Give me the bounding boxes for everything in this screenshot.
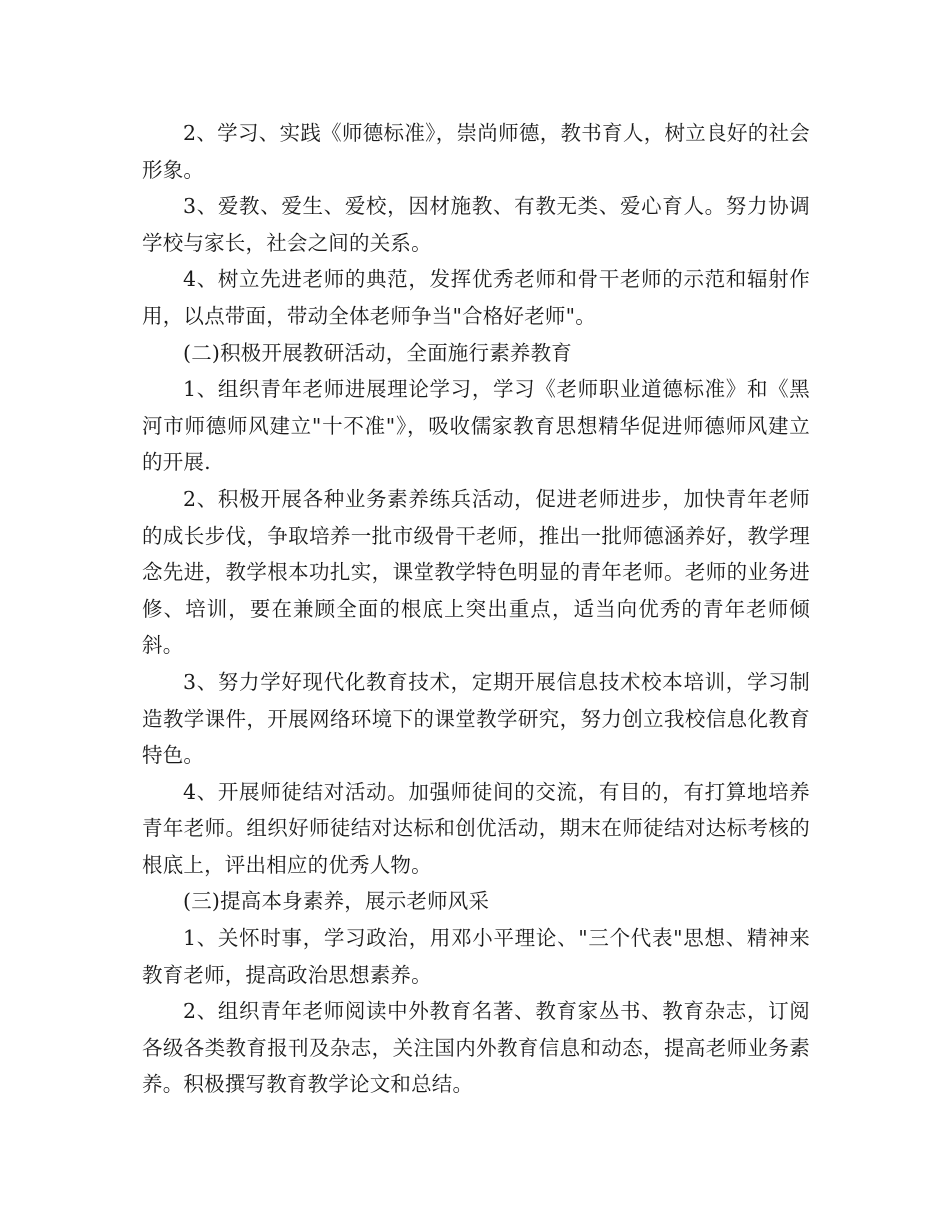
paragraph-7: 4、开展师徒结对活动。加强师徒间的交流，有目的，有打算地培养青年老师。组织好师徒结对达标和创优活动，期末在师徒结对达标考核的根底上，评出相应的优秀人物。 xyxy=(142,779,810,877)
section-heading-2: (二)积极开展教研活动，全面施行素养教育 xyxy=(183,340,572,365)
paragraph-6: 3、努力学好现代化教育技术，定期开展信息技术校本培训，学习制造教学课件，开展网络环境下的课堂教学研究，努力创立我校信息化教育特色。 xyxy=(142,669,810,768)
paragraph-9: 2、组织青年老师阅读中外教育名著、教育家丛书、教育杂志，订阅各级各类教育报刊及杂志，关注国内外教育信息和动态，提高老师业务素养。积极撰写教育教学论文和总结。 xyxy=(142,999,810,1097)
section-heading-3: (三)提高本身素养，展示老师风采 xyxy=(183,889,490,914)
paragraph-3: 4、树立先进老师的典范，发挥优秀老师和骨干老师的示范和辐射作用，以点带面，带动全体老师争当"合格好老师"。 xyxy=(142,267,810,328)
paragraph-5: 2、积极开展各种业务素养练兵活动，促进老师进步，加快青年老师的成长步伐，争取培养一批市级骨干老师，推出一批师德涵养好，教学理念先进，教学根本功扎实，课堂教学特色明显的青年老师。老师的业务进修、培训，要在兼顾全面的根底上突出重点，适当向优秀的青年老师倾斜。 xyxy=(142,486,810,658)
paragraph-4: 1、组织青年老师进展理论学习，学习《老师职业道德标准》和《黑河市师德师风建立"十不准"》，吸收儒家教育思想精华促进师德师风建立的开展. xyxy=(142,377,810,475)
document-body xyxy=(142,115,810,1103)
paragraph-1: 2、学习、实践《师德标准》，崇尚师德，教书育人，树立良好的社会形象。 xyxy=(142,121,810,182)
paragraph-8: 1、关怀时事，学习政治，用邓小平理论、"三个代表"思想、精神来教育老师，提高政治思想素养。 xyxy=(142,926,810,987)
paragraph-2: 3、爱教、爱生、爱校，因材施教、有教无类、爱心育人。努力协调学校与家长，社会之间的关系。 xyxy=(142,194,810,255)
